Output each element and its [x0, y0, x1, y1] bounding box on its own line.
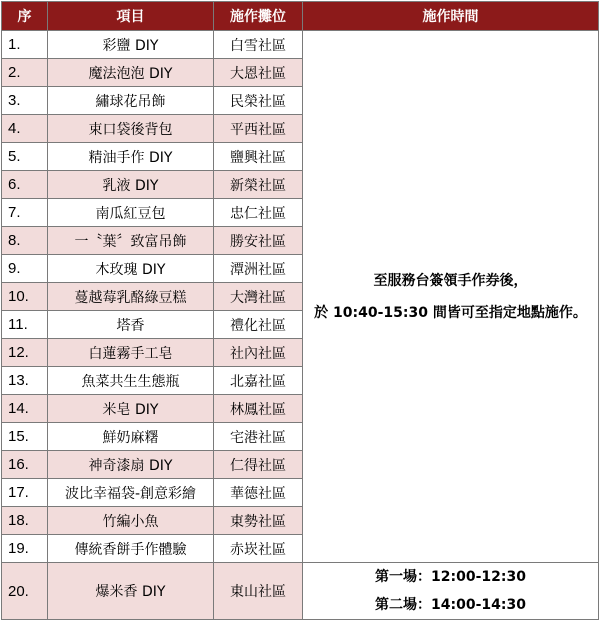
row-number: 11.	[2, 311, 48, 339]
row-number: 5.	[2, 143, 48, 171]
table-row	[2, 31, 599, 59]
row-number: 4.	[2, 115, 48, 143]
session-one-time: 第一場：12:00-12:30	[375, 569, 526, 585]
row-location: 潭洲社區	[214, 255, 303, 283]
row-location: 仁得社區	[214, 451, 303, 479]
last-time-cell	[303, 563, 599, 620]
row-item: 爆米香 DIY	[48, 563, 214, 620]
row-location: 大恩社區	[214, 59, 303, 87]
row-item: 束口袋後背包	[48, 115, 214, 143]
row-number: 10.	[2, 283, 48, 311]
header-time: 施作時間	[303, 2, 599, 31]
shared-time-line1: 至服務台簽領手作券後，	[373, 272, 528, 289]
row-location: 民榮社區	[214, 87, 303, 115]
row-number: 17.	[2, 479, 48, 507]
row-location: 平西社區	[214, 115, 303, 143]
row-item: 木玫瑰 DIY	[48, 255, 214, 283]
row-item: 繡球花吊飾	[48, 87, 214, 115]
row-number: 1.	[2, 31, 48, 59]
row-number: 19.	[2, 535, 48, 563]
row-item: 神奇漆扇 DIY	[48, 451, 214, 479]
row-item: 米皂 DIY	[48, 395, 214, 423]
row-location: 赤崁社區	[214, 535, 303, 563]
row-location: 白雪社區	[214, 31, 303, 59]
header-item: 項目	[48, 2, 214, 31]
row-number: 8.	[2, 227, 48, 255]
header-row	[2, 2, 599, 31]
header-no: 序	[2, 2, 48, 31]
row-location: 林鳳社區	[214, 395, 303, 423]
row-location: 禮化社區	[214, 311, 303, 339]
row-number: 3.	[2, 87, 48, 115]
row-item: 乳液 DIY	[48, 171, 214, 199]
row-item: 白蓮霧手工皂	[48, 339, 214, 367]
row-location: 宅港社區	[214, 423, 303, 451]
row-item: 蔓越莓乳酪綠豆糕	[48, 283, 214, 311]
row-number: 13.	[2, 367, 48, 395]
row-number: 12.	[2, 339, 48, 367]
session-two-time: 第二場：14:00-14:30	[375, 597, 526, 613]
row-item: 竹編小魚	[48, 507, 214, 535]
row-number: 7.	[2, 199, 48, 227]
row-location: 社內社區	[214, 339, 303, 367]
table-row	[2, 563, 599, 620]
row-number: 2.	[2, 59, 48, 87]
row-number: 18.	[2, 507, 48, 535]
shared-time-cell	[303, 31, 599, 563]
row-item: 南瓜紅豆包	[48, 199, 214, 227]
row-location: 勝安社區	[214, 227, 303, 255]
row-location: 大灣社區	[214, 283, 303, 311]
row-item: 鮮奶麻糬	[48, 423, 214, 451]
activity-table	[1, 1, 599, 620]
row-location: 東山社區	[214, 563, 303, 620]
row-location: 忠仁社區	[214, 199, 303, 227]
row-item: 精油手作 DIY	[48, 143, 214, 171]
header-location: 施作攤位	[214, 2, 303, 31]
row-item: 魔法泡泡 DIY	[48, 59, 214, 87]
row-item: 魚菜共生生態瓶	[48, 367, 214, 395]
row-item: 波比幸福袋-創意彩繪	[48, 479, 214, 507]
row-number: 14.	[2, 395, 48, 423]
row-location: 北嘉社區	[214, 367, 303, 395]
row-number: 9.	[2, 255, 48, 283]
row-item: 彩鹽 DIY	[48, 31, 214, 59]
row-number: 15.	[2, 423, 48, 451]
row-number: 6.	[2, 171, 48, 199]
row-location: 華德社區	[214, 479, 303, 507]
row-location: 東勢社區	[214, 507, 303, 535]
row-location: 新榮社區	[214, 171, 303, 199]
row-number: 16.	[2, 451, 48, 479]
row-location: 鹽興社區	[214, 143, 303, 171]
row-item: 一〝葉〞致富吊飾	[48, 227, 214, 255]
row-item: 塔香	[48, 311, 214, 339]
row-item: 傳統香餅手作體驗	[48, 535, 214, 563]
shared-time-line2: 於 10:40-15:30 間皆可至指定地點施作。	[314, 304, 587, 321]
row-number: 20.	[2, 563, 48, 620]
